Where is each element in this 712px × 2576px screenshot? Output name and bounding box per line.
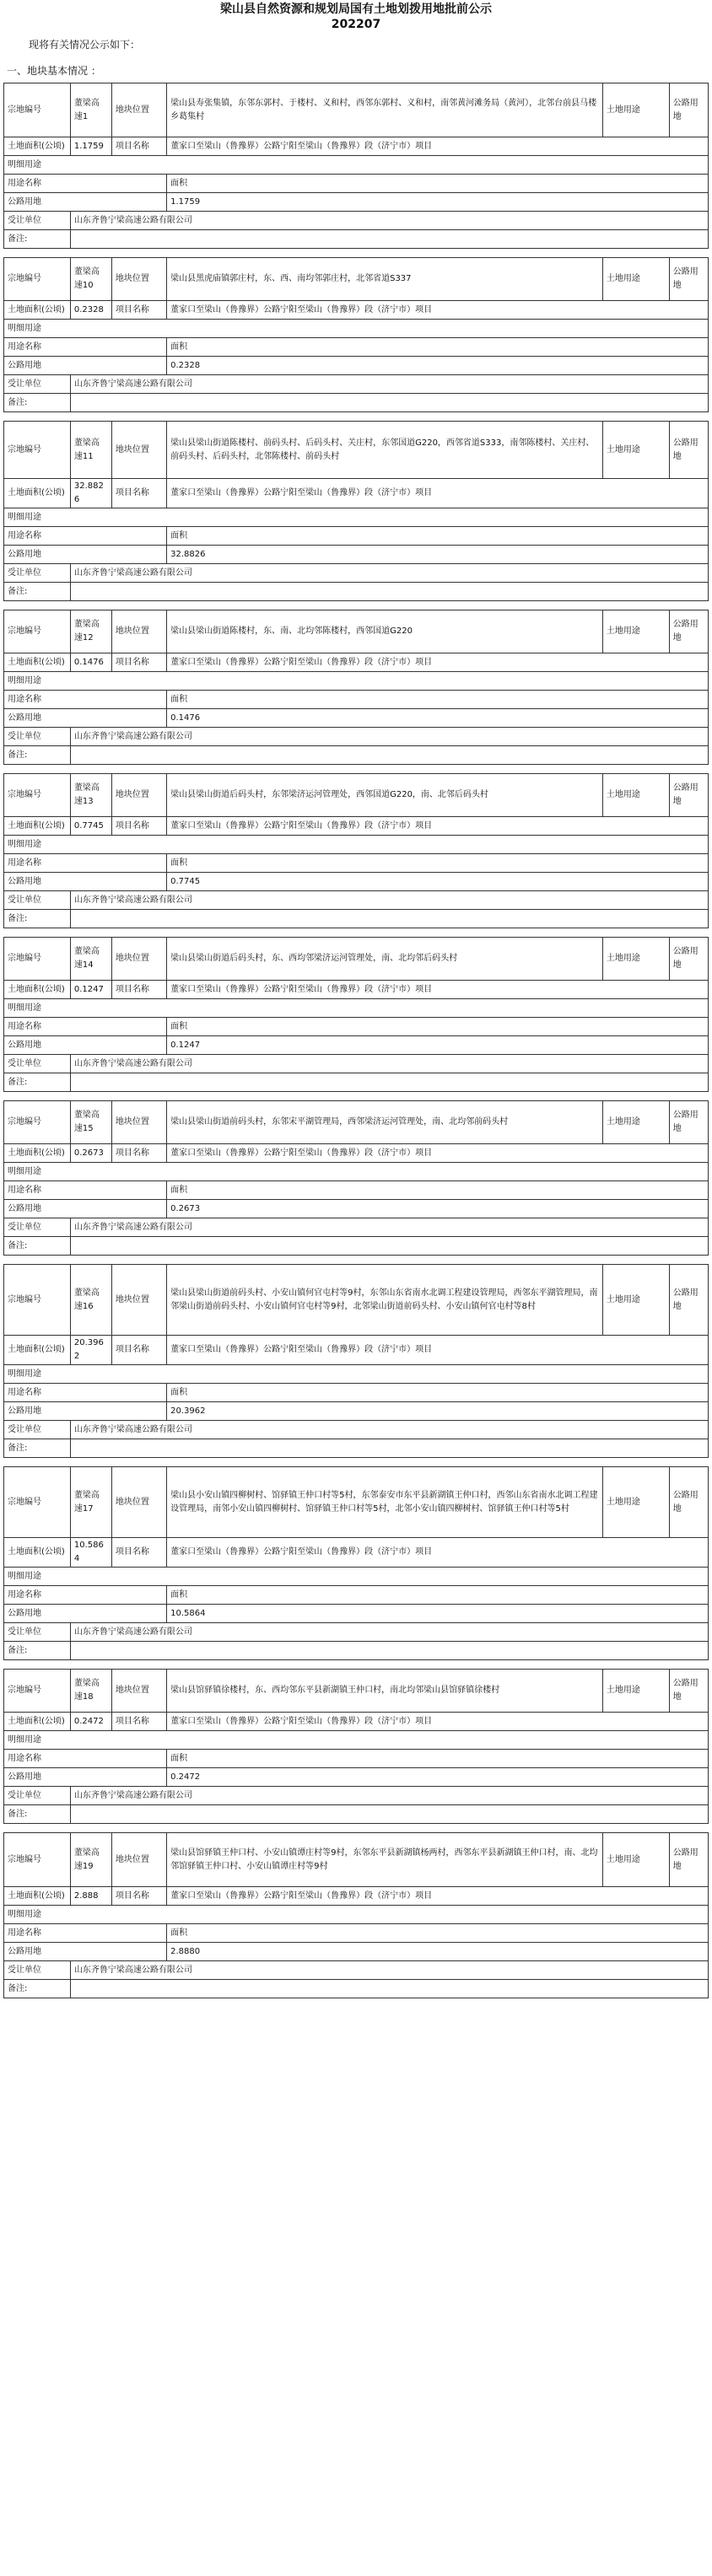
- code-value: 董梁高速16: [70, 1265, 111, 1336]
- parcel-table: [3, 1264, 709, 1458]
- area-value: 0.1476: [70, 653, 111, 672]
- note-label: 备注:: [4, 746, 71, 765]
- use-name-label: 用途名称: [4, 1924, 167, 1943]
- location-value: 梁山县梁山街道后码头村，东邻梁济运河管理处，西邻国道G220，南、北邻后码头村: [167, 774, 603, 817]
- public-land-area: 0.7745: [167, 873, 709, 891]
- project-label: 项目名称: [111, 817, 166, 836]
- area-col-label: 面积: [167, 527, 709, 546]
- project-label: 项目名称: [111, 479, 166, 508]
- project-value: 董家口至梁山（鲁豫界）公路宁阳至梁山（鲁豫界）段（济宁市）项目: [167, 479, 709, 508]
- detail-use-label: 明细用途: [4, 508, 709, 527]
- use-name-label: 用途名称: [4, 854, 167, 873]
- public-land-area: 2.8880: [167, 1943, 709, 1961]
- location-value: 梁山县梁山街道后码头村，东、西均邻梁济运河管理处，南、北均邻后码头村: [167, 938, 603, 981]
- public-land-label: 公路用地: [4, 709, 167, 728]
- use-value: 公路用地: [669, 422, 708, 479]
- area-value: 0.2673: [70, 1144, 111, 1163]
- location-label: 地块位置: [111, 1833, 166, 1887]
- unit-value: 山东齐鲁宁梁高速公路有限公司: [70, 1218, 708, 1237]
- page-title: [0, 0, 712, 32]
- area-col-label: 面积: [167, 175, 709, 193]
- note-value: [70, 1805, 708, 1824]
- area-col-label: 面积: [167, 1018, 709, 1036]
- public-land-area: 32.8826: [167, 546, 709, 564]
- detail-use-label: 明细用途: [4, 999, 709, 1018]
- area-value: 20.3962: [70, 1336, 111, 1365]
- code-value: 董梁高速13: [70, 774, 111, 817]
- project-label: 项目名称: [111, 653, 166, 672]
- location-value: 梁山县小安山镇四柳树村、馆驿镇王仲口村等5村，东邻泰安市东平县新湖镇王仲口村，西邻山东省南水北调工程建设管理局，南邻小安山镇四柳树村、馆驿镇王仲口村等5村，北邻小安山镇四柳树村、馆驿镇王仲口村等5村: [167, 1467, 603, 1538]
- project-label: 项目名称: [111, 1336, 166, 1365]
- use-value: 公路用地: [669, 938, 708, 981]
- code-value: 董梁高速18: [70, 1670, 111, 1713]
- unit-value: 山东齐鲁宁梁高速公路有限公司: [70, 728, 708, 746]
- code-value: 董梁高速1: [70, 83, 111, 137]
- unit-label: 受让单位: [4, 1787, 71, 1805]
- area-value: 0.7745: [70, 817, 111, 836]
- location-label: 地块位置: [111, 610, 166, 653]
- unit-label: 受让单位: [4, 1961, 71, 1980]
- area-value: 0.1247: [70, 981, 111, 999]
- use-value: 公路用地: [669, 1670, 708, 1713]
- public-land-area: 0.1247: [167, 1036, 709, 1055]
- project-value: 董家口至梁山（鲁豫界）公路宁阳至梁山（鲁豫界）段（济宁市）项目: [167, 1538, 709, 1568]
- use-label: 土地用途: [602, 1467, 669, 1538]
- note-label: 备注:: [4, 910, 71, 928]
- project-value: 董家口至梁山（鲁豫界）公路宁阳至梁山（鲁豫界）段（济宁市）项目: [167, 653, 709, 672]
- use-value: 公路用地: [669, 83, 708, 137]
- location-value: 梁山县梁山街道陈楼村、前码头村、后码头村、关庄村，东邻国道G220，西邻省道S333，南邻陈楼村、关庄村、前码头村、后码头村，北邻陈楼村、前码头村: [167, 422, 603, 479]
- area-value: 1.1759: [70, 137, 111, 156]
- unit-value: 山东齐鲁宁梁高速公路有限公司: [70, 375, 708, 394]
- section-heading: 一、地块基本情况 ：: [7, 65, 101, 77]
- location-value: 梁山县黑虎庙镇郭庄村，东、西、南均邻郭庄村，北邻省道S337: [167, 258, 603, 301]
- detail-use-label: 明细用途: [4, 320, 709, 338]
- code-value: 董梁高速12: [70, 610, 111, 653]
- parcel-table: [3, 610, 709, 765]
- public-land-area: 0.1476: [167, 709, 709, 728]
- unit-label: 受让单位: [4, 1623, 71, 1642]
- location-value: 梁山县梁山街道前码头村，东邻宋平湖管理局，西邻梁济运河管理处，南、北均邻前码头村: [167, 1101, 603, 1144]
- project-value: 董家口至梁山（鲁豫界）公路宁阳至梁山（鲁豫界）段（济宁市）项目: [167, 1336, 709, 1365]
- public-land-label: 公路用地: [4, 1768, 167, 1787]
- code-label: 宗地编号: [4, 1467, 71, 1538]
- unit-label: 受让单位: [4, 375, 71, 394]
- detail-use-label: 明细用途: [4, 156, 709, 175]
- project-value: 董家口至梁山（鲁豫界）公路宁阳至梁山（鲁豫界）段（济宁市）项目: [167, 1887, 709, 1906]
- public-land-label: 公路用地: [4, 1605, 167, 1623]
- unit-value: 山东齐鲁宁梁高速公路有限公司: [70, 1421, 708, 1439]
- detail-use-label: 明细用途: [4, 1568, 709, 1586]
- project-value: 董家口至梁山（鲁豫界）公路宁阳至梁山（鲁豫界）段（济宁市）项目: [167, 817, 709, 836]
- use-label: 土地用途: [602, 938, 669, 981]
- area-label: 土地面积(公顷): [4, 1144, 71, 1163]
- use-name-label: 用途名称: [4, 1586, 167, 1605]
- note-value: [70, 394, 708, 412]
- use-name-label: 用途名称: [4, 691, 167, 709]
- unit-label: 受让单位: [4, 564, 71, 583]
- note-value: [70, 1980, 708, 1998]
- code-value: 董梁高速11: [70, 422, 111, 479]
- parcel-table: [3, 421, 709, 601]
- use-name-label: 用途名称: [4, 527, 167, 546]
- location-label: 地块位置: [111, 258, 166, 301]
- unit-label: 受让单位: [4, 1218, 71, 1237]
- area-label: 土地面积(公顷): [4, 1538, 71, 1568]
- public-land-area: 0.2472: [167, 1768, 709, 1787]
- note-label: 备注:: [4, 1980, 71, 1998]
- area-col-label: 面积: [167, 1586, 709, 1605]
- use-label: 土地用途: [602, 1833, 669, 1887]
- use-name-label: 用途名称: [4, 1181, 167, 1200]
- detail-use-label: 明细用途: [4, 1906, 709, 1924]
- note-value: [70, 1237, 708, 1256]
- use-label: 土地用途: [602, 1265, 669, 1336]
- public-land-label: 公路用地: [4, 1036, 167, 1055]
- code-label: 宗地编号: [4, 1101, 71, 1144]
- public-land-label: 公路用地: [4, 1200, 167, 1218]
- unit-label: 受让单位: [4, 1055, 71, 1073]
- public-land-label: 公路用地: [4, 357, 167, 375]
- public-land-label: 公路用地: [4, 193, 167, 212]
- location-value: 梁山县梁山街道陈楼村，东、南、北均邻陈楼村，西邻国道G220: [167, 610, 603, 653]
- use-label: 土地用途: [602, 83, 669, 137]
- location-value: 梁山县馆驿镇王仲口村、小安山镇谭庄村等9村，东邻东平县新湖镇杨两村，西邻东平县新湖镇王仲口村，南、北均邻馆驿镇王仲口村、小安山镇谭庄村等9村: [167, 1833, 603, 1887]
- use-label: 土地用途: [602, 1101, 669, 1144]
- use-name-label: 用途名称: [4, 1750, 167, 1768]
- public-land-area: 0.2673: [167, 1200, 709, 1218]
- detail-use-label: 明细用途: [4, 836, 709, 854]
- code-label: 宗地编号: [4, 774, 71, 817]
- parcel-table: [3, 257, 709, 412]
- area-value: 10.5864: [70, 1538, 111, 1568]
- use-name-label: 用途名称: [4, 1384, 167, 1402]
- parcel-table: [3, 773, 709, 928]
- area-label: 土地面积(公顷): [4, 479, 71, 508]
- location-label: 地块位置: [111, 1467, 166, 1538]
- area-value: 32.8826: [70, 479, 111, 508]
- project-label: 项目名称: [111, 1887, 166, 1906]
- note-value: [70, 583, 708, 601]
- note-value: [70, 746, 708, 765]
- title-number: 202207: [331, 18, 381, 31]
- note-label: 备注:: [4, 230, 71, 249]
- project-value: 董家口至梁山（鲁豫界）公路宁阳至梁山（鲁豫界）段（济宁市）项目: [167, 1144, 709, 1163]
- public-land-label: 公路用地: [4, 1402, 167, 1421]
- project-value: 董家口至梁山（鲁豫界）公路宁阳至梁山（鲁豫界）段（济宁市）项目: [167, 301, 709, 320]
- project-value: 董家口至梁山（鲁豫界）公路宁阳至梁山（鲁豫界）段（济宁市）项目: [167, 137, 709, 156]
- area-label: 土地面积(公顷): [4, 1336, 71, 1365]
- use-value: 公路用地: [669, 1833, 708, 1887]
- unit-value: 山东齐鲁宁梁高速公路有限公司: [70, 564, 708, 583]
- code-label: 宗地编号: [4, 1670, 71, 1713]
- area-value: 0.2472: [70, 1713, 111, 1731]
- note-label: 备注:: [4, 394, 71, 412]
- unit-value: 山东齐鲁宁梁高速公路有限公司: [70, 212, 708, 230]
- note-value: [70, 230, 708, 249]
- parcel-table: [3, 937, 709, 1092]
- location-label: 地块位置: [111, 938, 166, 981]
- area-label: 土地面积(公顷): [4, 1713, 71, 1731]
- detail-use-label: 明细用途: [4, 672, 709, 691]
- unit-value: 山东齐鲁宁梁高速公路有限公司: [70, 1961, 708, 1980]
- parcel-table: [3, 83, 709, 249]
- location-label: 地块位置: [111, 774, 166, 817]
- use-value: 公路用地: [669, 610, 708, 653]
- note-label: 备注:: [4, 1237, 71, 1256]
- note-label: 备注:: [4, 583, 71, 601]
- note-label: 备注:: [4, 1439, 71, 1458]
- use-value: 公路用地: [669, 258, 708, 301]
- area-label: 土地面积(公顷): [4, 137, 71, 156]
- unit-value: 山东齐鲁宁梁高速公路有限公司: [70, 1055, 708, 1073]
- project-value: 董家口至梁山（鲁豫界）公路宁阳至梁山（鲁豫界）段（济宁市）项目: [167, 981, 709, 999]
- note-label: 备注:: [4, 1642, 71, 1660]
- public-land-label: 公路用地: [4, 546, 167, 564]
- note-value: [70, 1642, 708, 1660]
- parcel-table: [3, 1466, 709, 1660]
- project-label: 项目名称: [111, 137, 166, 156]
- use-value: 公路用地: [669, 1265, 708, 1336]
- location-value: 梁山县馆驿镇徐楼村，东、西均邻东平县新湖镇王仲口村，南北均邻梁山县馆驿镇徐楼村: [167, 1670, 603, 1713]
- area-col-label: 面积: [167, 338, 709, 357]
- project-label: 项目名称: [111, 981, 166, 999]
- code-value: 董梁高速14: [70, 938, 111, 981]
- public-land-area: 0.2328: [167, 357, 709, 375]
- area-value: 0.2328: [70, 301, 111, 320]
- code-label: 宗地编号: [4, 422, 71, 479]
- code-value: 董梁高速19: [70, 1833, 111, 1887]
- use-label: 土地用途: [602, 610, 669, 653]
- detail-use-label: 明细用途: [4, 1163, 709, 1181]
- area-label: 土地面积(公顷): [4, 301, 71, 320]
- project-label: 项目名称: [111, 1713, 166, 1731]
- title-text: 梁山县自然资源和规划局国有土地划拨用地批前公示: [220, 3, 492, 16]
- code-label: 宗地编号: [4, 938, 71, 981]
- use-value: 公路用地: [669, 1101, 708, 1144]
- project-value: 董家口至梁山（鲁豫界）公路宁阳至梁山（鲁豫界）段（济宁市）项目: [167, 1713, 709, 1731]
- use-value: 公路用地: [669, 774, 708, 817]
- code-value: 董梁高速17: [70, 1467, 111, 1538]
- note-value: [70, 1073, 708, 1092]
- public-land-label: 公路用地: [4, 1943, 167, 1961]
- use-name-label: 用途名称: [4, 175, 167, 193]
- area-col-label: 面积: [167, 1384, 709, 1402]
- location-value: 梁山县寿张集镇，东邻东郭村、于楼村、义和村，西邻东郭村、义和村，南邻黄河滩务局（黄河），北邻台前县马楼乡葛集村: [167, 83, 603, 137]
- use-value: 公路用地: [669, 1467, 708, 1538]
- note-value: [70, 1439, 708, 1458]
- detail-use-label: 明细用途: [4, 1365, 709, 1384]
- use-name-label: 用途名称: [4, 338, 167, 357]
- area-col-label: 面积: [167, 1181, 709, 1200]
- area-col-label: 面积: [167, 691, 709, 709]
- project-label: 项目名称: [111, 1538, 166, 1568]
- project-label: 项目名称: [111, 1144, 166, 1163]
- area-label: 土地面积(公顷): [4, 817, 71, 836]
- unit-label: 受让单位: [4, 212, 71, 230]
- location-label: 地块位置: [111, 83, 166, 137]
- unit-value: 山东齐鲁宁梁高速公路有限公司: [70, 1787, 708, 1805]
- code-label: 宗地编号: [4, 610, 71, 653]
- code-value: 董梁高速10: [70, 258, 111, 301]
- use-label: 土地用途: [602, 1670, 669, 1713]
- unit-label: 受让单位: [4, 728, 71, 746]
- area-value: 2.888: [70, 1887, 111, 1906]
- detail-use-label: 明细用途: [4, 1731, 709, 1750]
- note-value: [70, 910, 708, 928]
- public-land-label: 公路用地: [4, 873, 167, 891]
- use-label: 土地用途: [602, 422, 669, 479]
- public-land-area: 1.1759: [167, 193, 709, 212]
- parcel-table: [3, 1100, 709, 1256]
- parcel-table: [3, 1669, 709, 1824]
- location-label: 地块位置: [111, 1670, 166, 1713]
- public-land-area: 10.5864: [167, 1605, 709, 1623]
- area-col-label: 面积: [167, 1750, 709, 1768]
- parcel-table: [3, 1832, 709, 1998]
- use-label: 土地用途: [602, 258, 669, 301]
- code-value: 董梁高速15: [70, 1101, 111, 1144]
- code-label: 宗地编号: [4, 83, 71, 137]
- area-col-label: 面积: [167, 1924, 709, 1943]
- project-label: 项目名称: [111, 301, 166, 320]
- area-label: 土地面积(公顷): [4, 1887, 71, 1906]
- unit-label: 受让单位: [4, 1421, 71, 1439]
- note-label: 备注:: [4, 1073, 71, 1092]
- public-land-area: 20.3962: [167, 1402, 709, 1421]
- area-label: 土地面积(公顷): [4, 981, 71, 999]
- use-label: 土地用途: [602, 774, 669, 817]
- use-name-label: 用途名称: [4, 1018, 167, 1036]
- unit-value: 山东齐鲁宁梁高速公路有限公司: [70, 1623, 708, 1642]
- location-label: 地块位置: [111, 1265, 166, 1336]
- note-label: 备注:: [4, 1805, 71, 1824]
- code-label: 宗地编号: [4, 1265, 71, 1336]
- unit-value: 山东齐鲁宁梁高速公路有限公司: [70, 891, 708, 910]
- unit-label: 受让单位: [4, 891, 71, 910]
- area-label: 土地面积(公顷): [4, 653, 71, 672]
- location-value: 梁山县梁山街道前码头村、小安山镇何官屯村等9村，东邻山东省南水北调工程建设管理局，西邻东平湖管理局，南邻梁山街道前码头村、小安山镇何官屯村等9村，北邻梁山街道前码头村、小安山镇何官屯村等8村: [167, 1265, 603, 1336]
- location-label: 地块位置: [111, 1101, 166, 1144]
- code-label: 宗地编号: [4, 258, 71, 301]
- parcel-tables: [0, 83, 712, 1998]
- code-label: 宗地编号: [4, 1833, 71, 1887]
- location-label: 地块位置: [111, 422, 166, 479]
- area-col-label: 面积: [167, 854, 709, 873]
- intro-text: 现将有关情况公示如下：: [29, 39, 141, 51]
